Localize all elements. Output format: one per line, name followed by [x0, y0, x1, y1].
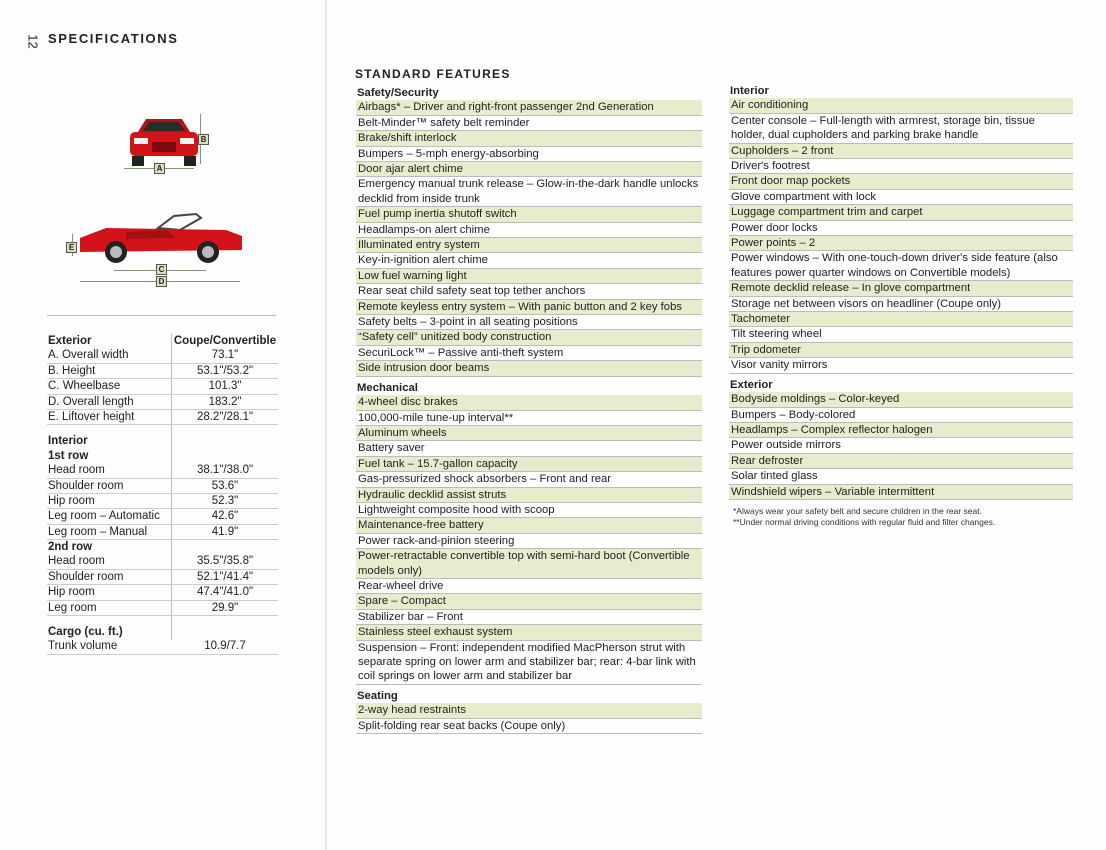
dimension-label-c: C	[156, 264, 167, 275]
feature-item: Aluminum wheels	[356, 426, 702, 441]
dimension-label-b: B	[198, 134, 209, 145]
feature-item: Tilt steering wheel	[729, 327, 1073, 342]
dimension-label-e: E	[66, 242, 77, 253]
feature-item: Tachometer	[729, 312, 1073, 327]
feature-item: Rear-wheel drive	[356, 579, 702, 594]
section-label: Cargo (cu. ft.)	[48, 626, 123, 639]
dimension-row	[47, 601, 278, 616]
feature-item: Battery saver	[356, 441, 702, 456]
feature-item: Rear defroster	[729, 454, 1073, 469]
feature-item: Trip odometer	[729, 343, 1073, 358]
dimension-value: 73.1"	[211, 349, 239, 362]
feature-item: Glove compartment with lock	[729, 190, 1073, 205]
features-column-right	[729, 84, 1073, 528]
exterior-heading: Exterior	[48, 335, 92, 347]
feature-item: Front door map pockets	[729, 174, 1073, 189]
feature-item: Fuel tank – 15.7-gallon capacity	[356, 457, 702, 472]
dimension-label: Leg room – Manual	[48, 525, 148, 538]
feature-item: Lightweight composite hood with scoop	[356, 503, 702, 518]
dimension-section-heading	[47, 434, 278, 448]
dimension-value: 101.3"	[208, 380, 242, 393]
feature-item: Windshield wipers – Variable intermittent	[729, 485, 1073, 500]
dimension-label: D. Overall length	[48, 395, 134, 408]
feature-item: Safety belts – 3-point in all seating positions	[356, 315, 702, 330]
dimension-value: 53.6"	[211, 479, 239, 492]
feature-item: Maintenance-free battery	[356, 518, 702, 533]
dimension-label: Head room	[48, 464, 105, 477]
dimension-row	[47, 554, 278, 569]
coupe-convertible-heading: Coupe/Convertible	[173, 335, 277, 347]
dimension-row	[47, 379, 278, 394]
dimension-label: A. Overall width	[48, 349, 129, 362]
dimension-section-heading	[47, 540, 278, 554]
dimension-row	[47, 410, 278, 425]
feature-item: Stabilizer bar – Front	[356, 610, 702, 625]
feature-item: 100,000-mile tune-up interval**	[356, 411, 702, 426]
dimension-section-heading	[47, 449, 278, 463]
feature-item: Power points – 2	[729, 236, 1073, 251]
feature-item: Storage net between visors on headliner (Coupe only)	[729, 297, 1073, 312]
dimension-row	[47, 364, 278, 379]
feature-item: Spare – Compact	[356, 594, 702, 609]
dimension-label: Hip room	[48, 586, 95, 599]
dimension-value: 183.2"	[208, 395, 242, 408]
dimension-value: 52.1"/41.4"	[196, 570, 254, 583]
feature-category-heading: Interior	[730, 85, 769, 97]
feature-item: Power rack-and-pinion steering	[356, 534, 702, 549]
dimension-row	[47, 525, 278, 540]
feature-item: Power door locks	[729, 221, 1073, 236]
feature-item: Airbags* – Driver and right-front passenger 2nd Generation	[356, 100, 702, 115]
dimension-label-a: A	[154, 163, 165, 174]
dimension-row	[47, 509, 278, 524]
page-number: 12	[25, 34, 41, 49]
dimension-value: 28.2"/28.1"	[196, 410, 254, 423]
feature-item: Solar tinted glass	[729, 469, 1073, 484]
dimension-value: 42.6"	[211, 510, 239, 523]
feature-item: Power-retractable convertible top with semi-hard boot (Convertible models only)	[356, 549, 702, 579]
feature-item: Visor vanity mirrors	[729, 358, 1073, 373]
footnotes	[729, 506, 1073, 528]
feature-item: Low fuel warning light	[356, 269, 702, 284]
feature-item: Center console – Full-length with armrest, storage bin, tissue holder, dual cupholders and parking brake handle	[729, 114, 1073, 144]
feature-item: Air conditioning	[729, 98, 1073, 113]
car-side-icon	[76, 212, 246, 268]
feature-item: SecuriLock™ – Passive anti-theft system	[356, 346, 702, 361]
dimension-value: 53.1"/53.2"	[196, 364, 254, 377]
feature-item: Bumpers – 5-mph energy-absorbing	[356, 147, 702, 162]
feature-item: Stainless steel exhaust system	[356, 625, 702, 640]
dimension-label: C. Wheelbase	[48, 380, 121, 393]
dimension-row	[47, 395, 278, 410]
dimension-value: 47.4"/41.0"	[196, 586, 254, 599]
feature-item: Illuminated entry system	[356, 238, 702, 253]
car-front-view-figure	[118, 112, 218, 174]
dimension-label: E. Liftover height	[48, 410, 135, 423]
feature-item: Hydraulic decklid assist struts	[356, 488, 702, 503]
feature-item: “Safety cell” unitized body construction	[356, 330, 702, 345]
feature-item: Power outside mirrors	[729, 438, 1073, 453]
standard-features-title: STANDARD FEATURES	[355, 67, 511, 81]
dimension-row	[47, 570, 278, 585]
dimension-label: Leg room	[48, 601, 97, 614]
feature-item: Rear seat child safety seat top tether anchors	[356, 284, 702, 299]
dimension-label: Shoulder room	[48, 570, 124, 583]
dimension-value: 52.3"	[211, 494, 239, 507]
dimension-label-d: D	[156, 276, 167, 287]
dimension-value: 38.1"/38.0"	[196, 464, 254, 477]
feature-item: Headlamps – Complex reflector halogen	[729, 423, 1073, 438]
dimension-row	[47, 494, 278, 509]
dimensions-table	[47, 334, 278, 655]
dimension-value: 10.9/7.7	[204, 640, 246, 653]
feature-item: Gas-pressurized shock absorbers – Front and rear	[356, 472, 702, 487]
feature-item: 4-wheel disc brakes	[356, 395, 702, 410]
section-title: SPECIFICATIONS	[48, 31, 179, 46]
footnote: *Always wear your safety belt and secure children in the rear seat.	[733, 505, 982, 516]
dimensions-rows	[47, 348, 278, 654]
table-header-row	[47, 334, 278, 348]
dimension-row	[47, 639, 278, 654]
feature-category-heading: Safety/Security	[357, 87, 439, 99]
feature-item: Side intrusion door beams	[356, 361, 702, 376]
feature-item: Remote keyless entry system – With panic button and 2 key fobs	[356, 300, 702, 315]
feature-item: Key-in-ignition alert chime	[356, 253, 702, 268]
feature-item: Suspension – Front: independent modified MacPherson strut with separate spring on lower arm and stabilizer bar; rear: 4-bar link with coil springs on lower arm and stabilizer bar	[356, 641, 702, 685]
feature-category-heading: Seating	[357, 689, 398, 702]
row-spacer	[47, 425, 278, 434]
feature-item: 2-way head restraints	[356, 703, 702, 718]
feature-category-heading: Mechanical	[357, 381, 418, 394]
feature-item: Belt-Minder™ safety belt reminder	[356, 116, 702, 131]
feature-item: Headlamps-on alert chime	[356, 223, 702, 238]
dimension-label: Head room	[48, 555, 105, 568]
feature-item: Emergency manual trunk release – Glow-in-the-dark handle unlocks decklid from inside trunk	[356, 177, 702, 207]
dimension-label: Shoulder room	[48, 479, 124, 492]
feature-item: Remote decklid release – In glove compartment	[729, 281, 1073, 296]
feature-item: Power windows – With one-touch-down driver's side feature (also features power quarter windows on Convertible models)	[729, 251, 1073, 281]
feature-item: Bodyside moldings – Color-keyed	[729, 392, 1073, 407]
divider-rule	[47, 315, 276, 316]
dimension-row	[47, 585, 278, 600]
dimension-value: 35.5"/35.8"	[196, 555, 254, 568]
feature-item: Brake/shift interlock	[356, 131, 702, 146]
dimension-section-heading	[47, 625, 278, 639]
car-side-view-figure	[62, 210, 247, 290]
features-column-left	[356, 86, 702, 734]
dimension-value: 29.9"	[211, 601, 239, 614]
dimension-label: Trunk volume	[48, 640, 118, 653]
feature-item: Luggage compartment trim and carpet	[729, 205, 1073, 220]
feature-item: Driver's footrest	[729, 159, 1073, 174]
footnote: **Under normal driving conditions with regular fluid and filter changes.	[733, 516, 996, 527]
section-label: Interior	[48, 435, 88, 448]
section-label: 2nd row	[48, 541, 93, 554]
feature-item: Fuel pump inertia shutoff switch	[356, 207, 702, 222]
dimension-label: Hip room	[48, 494, 95, 507]
dimension-row	[47, 479, 278, 494]
feature-item: Bumpers – Body-colored	[729, 408, 1073, 423]
dimension-label: Leg room – Automatic	[48, 510, 160, 523]
feature-item: Split-folding rear seat backs (Coupe only)	[356, 719, 702, 734]
dimension-label: B. Height	[48, 364, 96, 377]
dimension-value: 41.9"	[211, 525, 239, 538]
row-spacer	[47, 616, 278, 625]
feature-category-heading: Exterior	[730, 378, 773, 391]
feature-item: Door ajar alert chime	[356, 162, 702, 177]
dimension-row	[47, 463, 278, 478]
section-label: 1st row	[48, 449, 89, 462]
feature-item: Cupholders – 2 front	[729, 144, 1073, 159]
dimension-row	[47, 348, 278, 363]
